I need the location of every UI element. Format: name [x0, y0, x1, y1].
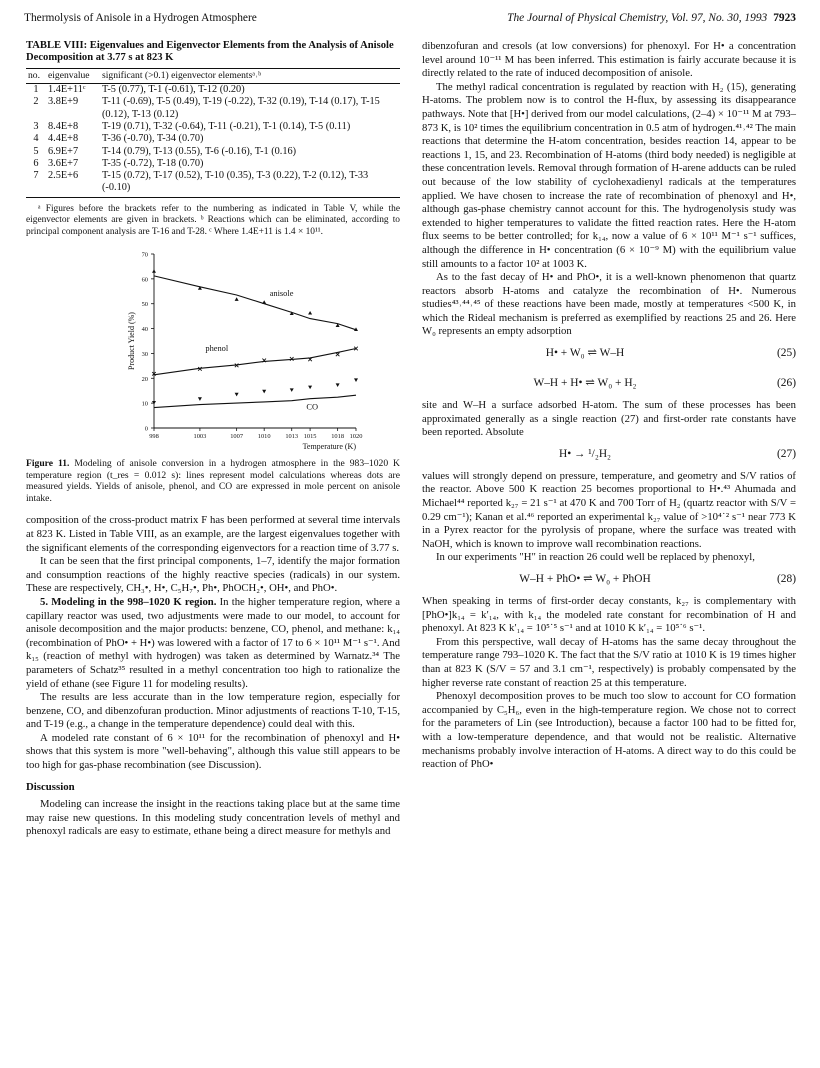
row-no: 4	[33, 133, 39, 145]
equation-body: W–H + PhO• ⇌ W₀ + PhOH	[519, 573, 651, 585]
x-tick-label: 998	[149, 433, 159, 440]
y-tick-label: 60	[141, 276, 148, 284]
section-heading: 5. Modeling in the 998–1020 K region.	[40, 595, 217, 608]
paragraph-text: In the higher temperature region, where a capillary reactor was used, two adjustments were made to our model, to account for anisole decomposition and the major products: benzene, CO, phenol, and methane: k₁₄ (recombination of PhO• + H•) was lowered with a factor of 17 to 6 × 10¹¹ M⁻¹ s⁻¹. And k₁₅ (reaction of methyl with hydrogen) was taken as determined by Warnatz.³⁴ The parameters of Schatz³⁵ resulted in a methyl concentration too high to rationalize the yield of ethane (see Figure 11 for modeling results).	[26, 595, 400, 690]
table-row	[26, 84, 400, 97]
series-label-phenol: phenol	[205, 343, 229, 353]
figure-label: Figure 11.	[26, 458, 70, 469]
x-tick-label: 1010	[257, 433, 271, 440]
y-tick-label: 50	[141, 301, 148, 309]
paragraph: The results are less accurate than in the low temperature region, especially for benzene, CO, and dibenzofuran production. Minor adjustments of reactions T-10, T-15, and T-19 (e.g., a change in the temperature dependence) could deal with this.	[26, 691, 400, 731]
data-point-co	[354, 378, 358, 382]
row-eigenvalue: 3.8E+9	[48, 96, 79, 108]
col-header-eigenvalue: eigenvalue	[46, 68, 100, 83]
table-footnotes: ᵃ Figures before the brackets refer to the numbering as indicated in Table V, while the eigenvector elements are given in brackets. ᵇ Reactions which can be eliminated, according to principal component analysis are T-16 and T-28. ᶜ Where 1.4E+11 is 1.4 × 10¹¹.	[26, 203, 400, 237]
equation-25	[422, 339, 796, 369]
data-point-co	[262, 390, 266, 394]
row-no: 2	[33, 96, 39, 108]
series-label-co: CO	[306, 402, 319, 412]
col-header-elements: significant (>0.1) eigenvector elementsᵃ˒ᵇ	[100, 68, 400, 83]
journal-citation	[507, 12, 796, 24]
data-point-anisole	[262, 300, 266, 304]
data-point-phenol	[336, 353, 340, 357]
y-axis-label: Product Yield (%)	[127, 312, 136, 370]
yield-chart-svg	[26, 246, 400, 454]
row-elements: T-35 (-0.72), T-18 (0.70)	[102, 157, 204, 169]
row-elements: T-19 (0.71), T-32 (-0.64), T-11 (-0.21), T-1 (0.14), T-5 (0.11)	[102, 121, 351, 132]
figure-caption-text: Modeling of anisole conversion in a hydrogen atmosphere in the 983–1020 K temperature region (t_res = 0.012 s): lines represent model calculations whereas dots are measured yields. Yields of anisole, phenol, and CO are expressed in mole percent on anisole intake.	[26, 458, 400, 504]
equation-28	[422, 565, 796, 595]
row-eigenvalue: 3.6E+7	[48, 157, 79, 169]
equation-body: H• + W₀ ⇌ W–H	[545, 347, 625, 360]
y-tick-label: 40	[141, 326, 148, 334]
equation-number: (27)	[777, 447, 796, 460]
row-eigenvalue: 2.5E+6	[46, 170, 100, 197]
left-column	[26, 40, 400, 839]
paragraph: When speaking in terms of first-order decay constants, k₂₇ is complementary with [PhO•]k₁₄ = k′₁₄, with k₁₄ the modeled rate constant for recombination of H and phenoxyl. At 823 K k′₁₄ = 10⁵˙⁵ s⁻¹ and at 1010 K k′₁₄ = 10⁵˙⁶ s⁻¹.	[422, 595, 796, 635]
row-no: 3	[33, 121, 39, 132]
x-axis-label: Temperature (K)	[302, 442, 356, 451]
row-eigenvalue: 6.9E+7	[48, 145, 79, 157]
running-title: Thermolysis of Anisole in a Hydrogen Atmosphere	[24, 12, 257, 24]
paragraph: A modeled rate constant of 6 × 10¹¹ for the recombination of phenoxyl and H• shows that this system is more "well-behaving", although this value still appears to be too high for gas-phase recombination (see Discussion).	[26, 731, 400, 772]
row-elements: T-14 (0.79), T-13 (0.55), T-6 (-0.16), T-1 (0.16)	[102, 145, 297, 157]
running-header	[24, 12, 796, 30]
row-no: 5	[33, 145, 39, 157]
discussion-heading: Discussion	[26, 780, 75, 793]
col-header-no: no.	[26, 68, 46, 83]
equation-27	[422, 440, 796, 470]
paragraph: Modeling can increase the insight in the reactions taking place but at the same time may raise new questions. In this modeling study concentration levels of methyl and phenoxyl radicals are easy to estimate, ethane being a direct measure for methyls and	[26, 798, 400, 838]
data-point-co	[198, 397, 202, 401]
data-point-anisole	[235, 297, 239, 301]
y-tick-label: 70	[141, 251, 148, 259]
data-point-co	[308, 386, 312, 390]
equation-body: W–H + H• ⇌ W₀ + H₂	[533, 377, 637, 390]
right-column	[422, 40, 796, 772]
x-tick-label: 1018	[331, 433, 345, 440]
series-line-co	[154, 395, 356, 407]
table-viii-title: TABLE VIII: Eigenvalues and Eigenvector Elements from the Analysis of Anisole Decomposition at 3.77 s at 823 K	[26, 40, 394, 64]
table-row	[26, 146, 400, 158]
equation-number: (26)	[777, 377, 796, 390]
table-row	[26, 133, 400, 145]
equation-number: (28)	[777, 573, 796, 585]
series-line-anisole	[154, 276, 356, 330]
paragraph: dibenzofuran and cresols (at low conversions) for phenoxyl. For H• a concentration level around 10⁻¹¹ M has been inferred. This estimation is fairly accurate because it is directly related to the rate of induced decomposition of anisole.	[422, 40, 796, 80]
paragraph: Phenoxyl decomposition proves to be much too slow to account for CO formation accompanied by C₅H₆, even in the high-temperature region. We chose not to correct for the parameters of Lin (see Introduction), because a factor 100 had to be fitted for, with a low-temperature dependence, and that would not be realistic. Alternative mechanisms probably involve interaction of H-atoms. A direct way to do this could be reaction of PhO•	[422, 690, 796, 771]
row-elements: T-5 (0.77), T-1 (-0.61), T-12 (0.20)	[102, 84, 245, 96]
series-line-phenol	[154, 349, 356, 375]
data-point-co	[336, 383, 340, 387]
data-point-anisole	[152, 269, 156, 273]
figure-11-caption	[26, 458, 400, 504]
table-row	[26, 96, 400, 121]
eigenvalue-table	[26, 68, 400, 198]
row-no: 1	[33, 84, 39, 96]
y-tick-label: 30	[141, 350, 148, 358]
x-tick-label: 1003	[193, 433, 207, 440]
table-header-row	[26, 68, 400, 83]
x-tick-label: 1007	[230, 433, 244, 440]
series-label-anisole: anisole	[269, 288, 294, 298]
row-elements: T-36 (-0.70), T-34 (0.70)	[102, 133, 204, 145]
table-row	[26, 121, 400, 133]
paragraph: values will strongly depend on pressure, temperature, and geometry and S/V ratios of the reactor. Above 500 K reaction 25 becomes proportional to H•.⁴³ Ahumada and Michael⁴⁴ reported k₂₇ = 21 s⁻¹ at 470 K and 700 Torr of H₂ (quartz reactor with S/V = 0.29 cm⁻¹); Kanan et al.⁴⁶ reported an experimental k₂₇ value of >10⁴˙² s⁻¹ near 773 K in a Pyrex reactor for the pyrolysis of propane, where the surface was treated with NaOH, which is known to improve wall recombination reactions.	[422, 469, 796, 550]
equation-26	[422, 369, 796, 399]
y-tick-label: 0	[144, 425, 148, 433]
row-eigenvalue: 8.4E+8	[48, 121, 79, 132]
paragraph: site and W–H a surface adsorbed H-atom. The sum of these processes has been approximated generally as a single reaction (27) and first-order rate constants have been reported. Absolute	[422, 399, 796, 439]
data-point-anisole	[308, 311, 312, 315]
paragraph: composition of the cross-product matrix F has been performed at several time intervals at 823 K. Listed in Table VIII, as an example, are the largest eigenvalues together with the significant elements of the corresponding eigenvectors for a reaction time of 3.77 s.	[26, 514, 400, 554]
paragraph	[26, 596, 400, 691]
y-tick-label: 20	[141, 375, 148, 383]
paragraph: It can be seen that the first principal components, 1–7, identify the major formation and consumption reactions of the highly reactive species (radicals) in our system. These are respectively, CH₃•, H•, C₅H₇•, Ph•, PhOCH₂•, OH•, and PhO•.	[26, 555, 400, 595]
y-tick-label: 10	[141, 400, 148, 408]
journal-name: The Journal of Physical Chemistry, Vol. 97, No. 30, 1993	[507, 12, 768, 24]
row-no: 6	[33, 157, 39, 169]
page-number: 7923	[773, 12, 796, 24]
row-eigenvalue: 1.4E+11ᶜ	[48, 84, 86, 96]
data-point-co	[290, 388, 294, 392]
row-eigenvalue: 4.4E+8	[48, 133, 79, 145]
table-row	[26, 158, 400, 170]
paragraph: The methyl radical concentration is regulated by reaction with H₂ (15), generating H-atoms. The problem now is to control the H-flux, by assessing its disappearance pathways. Note that [H•] derived from our model calculations, (2–4) × 10⁻¹¹ M at 793–873 K, is 10² times the equilibrium concentration in 0.5 atm of hydrogen.⁴¹˒⁴² The main reactions that determine the H-atom concentration, besides reaction 14, appear to be reactions 1, 15, and 23. Recombination of H-atoms (third body needed) is negligible at these concentration levels. Removal through formation of H-arene adducts can be ruled out because of the low stability of cyclohexadienyl radicals at the temperatures applied. We have chosen to increase the rate of recombination of phenoxyl and H•, although gas-phase chemistry cannot account for this. The hydrogenolysis study was extended to higher temperatures to validate the fitted reaction rates. Here the H-atom flux seems to be better controlled; for k₁₄, now a value of 6 × 10¹¹ M⁻¹ s⁻¹ suffices, although the difference in H• concentration (6 × 10⁻⁹ M) with the equilibrium value still amounts to a factor 10² at 1003 K.	[422, 80, 796, 270]
figure-11-chart	[26, 246, 400, 454]
paragraph: From this perspective, wall decay of H-atoms has the same decay throughout the temperature range 793–1020 K. The fact that the S/V ratio at 1010 K is 19 times higher than at 823 K (S/V = 57 and 3.1 cm⁻¹, respectively) is probably compensated by the higher reverse rate constant of reaction 25 at this temperature.	[422, 635, 796, 689]
x-tick-label: 1013	[285, 433, 299, 440]
table-row	[26, 170, 400, 197]
equation-number: (25)	[777, 347, 796, 360]
x-tick-label: 1020	[349, 433, 363, 440]
row-elements: T-15 (0.72), T-17 (0.52), T-10 (0.35), T-3 (0.22), T-2 (0.12), T-33 (-0.10)	[100, 170, 400, 197]
row-elements: T-11 (-0.69), T-5 (0.49), T-19 (-0.22), T-32 (0.19), T-14 (0.17), T-15 (0.12), T-13 (0.12)	[102, 96, 380, 120]
equation-body: H• → ¹/₂H₂	[558, 447, 612, 460]
row-no: 7	[26, 170, 46, 197]
paragraph: As to the fast decay of H• and PhO•, it is a well-known phenomenon that quartz reactors absorb H-atoms and catalyze the recombination of H•. Numerous studies⁴³˒⁴⁴˒⁴⁵ of these reactions have been made, mostly at temperatures <500 K, in which the Rideal mechanism is preferred as exemplified by reactions 25 and 26. Here W₀ represents an empty adsorption	[422, 271, 796, 338]
paragraph: In our experiments "H" in reaction 26 could well be replaced by phenoxyl,	[436, 551, 755, 564]
x-tick-label: 1015	[303, 433, 317, 440]
data-point-co	[235, 393, 239, 397]
